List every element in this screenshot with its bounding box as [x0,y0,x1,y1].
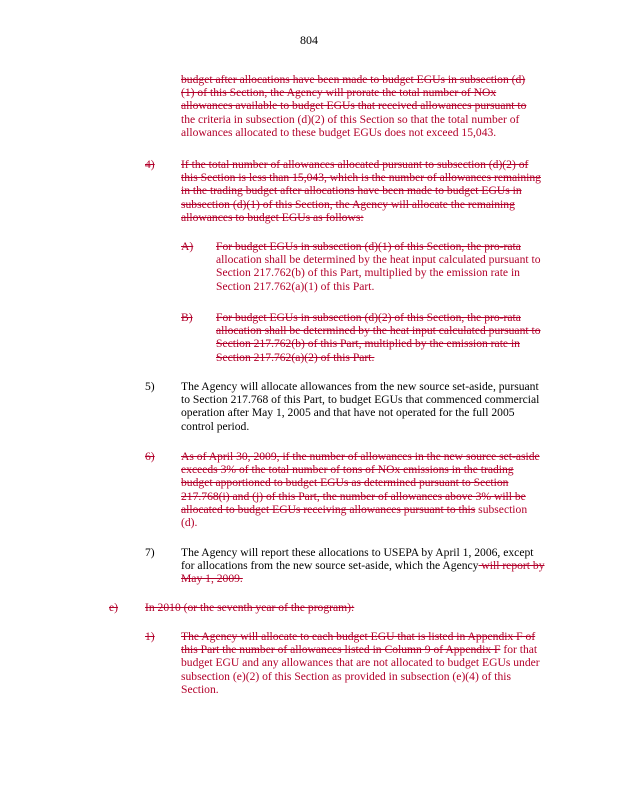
item-4b-label: B) [181,311,193,324]
struck-text: As of April 30, 2009, if the number of allowances in the new source set-aside exceeds 3% of the total number of tons of NOx emissions in the trading budget apportioned to budget EGUs as determined pursuant to Section 217.768(i) and (j) of this Part, the number of allowances above 3% will be allocated to budget EGUs receiving allowances pursuant to this [181,450,540,516]
item-4-label: 4) [145,158,155,171]
item-7-label: 7) [145,546,155,559]
struck-text: For budget EGUs in subsection (d)(1) of this Section, the pro-rata [216,240,521,253]
struck-text: will report by May 1, 2009. [181,559,545,586]
item-e1-paragraph [181,630,545,696]
item-4-paragraph: If the total number of allowances allocated pursuant to subsection (d)(2) of this Section is less than 15,043, which is the number of allowances remaining in the trading budget after allocations have been made to budget EGUs in subsection (d)(1) of this Section, the Agency will allocate the remaining allowances to budget EGUs as follows: [181,158,541,224]
intro-continuation-paragraph [181,73,537,139]
plain-text: subsection (d). [181,502,528,530]
struck-text: budget after allocations have been made to budget EGUs in subsection (d)(1) of this Section, the Agency will prorate the total number of NOx allowances available to budget EGUs that received allowances pursuant to [181,73,527,113]
item-4b-paragraph: For budget EGUs in subsection (d)(2) of this Section, the pro-rata allocation shall be determined by the heat input calculated pursuant to Section 217.762(b) of this Part, multiplied by the emission rate in Section 217.762(a)(2) of this Part. [216,311,541,364]
plain-text: the criteria in subsection (d)(2) of this Section so that the total number of allowances allocated to these budget EGUs does not exceed 15,043. [181,112,520,139]
plain-text: for that budget EGU and any allowances that are not allocated to budget EGUs under subsection (e)(2) of this Section as provided in subsection (e)(4) of this Section. [181,643,540,696]
plain-text: The Agency will report these allocations to USEPA by April 1, 2006, except for allocations from the new source set-aside, which the Agency [181,546,534,573]
plain-text: allocation shall be determined by the heat input calculated pursuant to Section 217.762(b) of this Part, multiplied by the emission rate in Section 217.762(a)(1) of this Part. [216,253,541,293]
struck-text: The Agency will allocate to each budget EGU that is listed in Appendix F of this Part the number of allowances listed in Column 9 of Appendix F [181,630,536,657]
item-4a-label: A) [181,240,194,253]
item-e-label: e) [109,601,119,614]
item-5-label: 5) [145,380,155,393]
item-6-paragraph [181,450,545,529]
item-e-heading: In 2010 (or the seventh year of the program): [145,601,355,614]
item-6-label: 6) [145,450,155,463]
item-e1-label: 1) [145,630,155,643]
item-5-paragraph: The Agency will allocate allowances from the new source set-aside, pursuant to Section 217.768 of this Part, to budget EGUs that commenced commercial operation after May 1, 2005 and that have not operated for the full 2005 control period. [181,380,540,433]
page-number: 804 [300,33,318,47]
item-4a-paragraph [216,240,546,293]
item-7-paragraph [181,546,545,586]
